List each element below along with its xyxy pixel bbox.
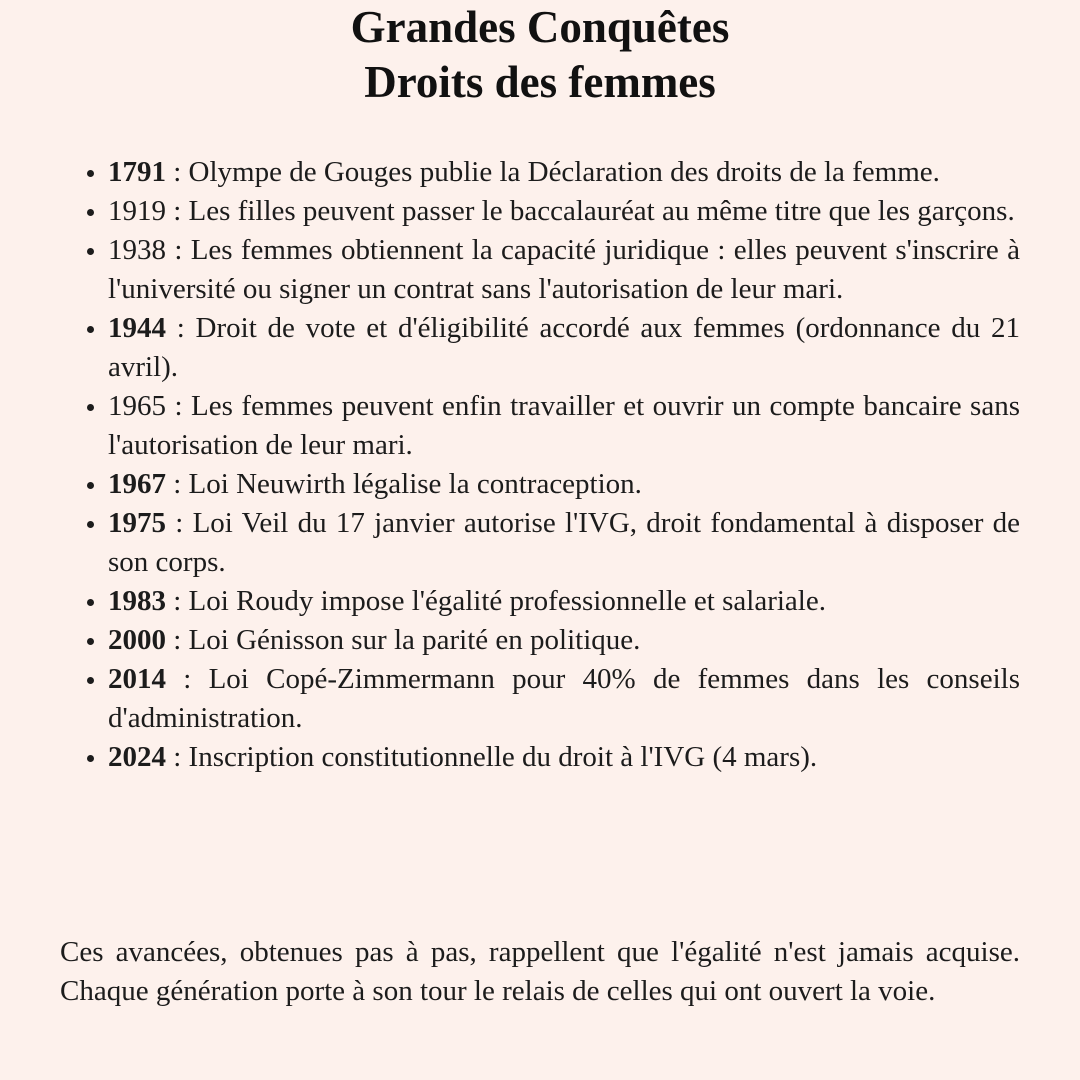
timeline-item (108, 309, 1020, 387)
timeline-text: : Droit de vote et d'éligibilité accordé aux femmes (ordonnance du 21 avril). (108, 312, 1020, 383)
timeline-item (108, 738, 1020, 777)
timeline-text: : Les filles peuvent passer le baccalauréat au même titre que les garçons. (166, 195, 1015, 227)
timeline-item (108, 231, 1020, 309)
title-line-2: Droits des femmes (364, 57, 716, 107)
timeline-year: 1967 (108, 468, 166, 500)
timeline-year: 1975 (108, 507, 166, 539)
timeline-text: : Loi Roudy impose l'égalité professionnelle et salariale. (166, 585, 826, 617)
timeline-text: : Les femmes obtiennent la capacité juridique : elles peuvent s'inscrire à l'université ou signer un contrat sans l'autorisation de leur mari. (108, 234, 1020, 305)
timeline-text: : Olympe de Gouges publie la Déclaration des droits de la femme. (166, 156, 940, 188)
timeline-year: 1938 (108, 234, 166, 266)
timeline-text: : Loi Neuwirth légalise la contraception. (166, 468, 642, 500)
timeline-text: : Loi Copé-Zimmermann pour 40% de femmes dans les conseils d'administration. (108, 663, 1020, 734)
timeline-year: 2014 (108, 663, 166, 695)
timeline-text: : Loi Génisson sur la parité en politique. (166, 624, 641, 656)
timeline-item (108, 660, 1020, 738)
timeline-item (108, 621, 1020, 660)
timeline-year: 1791 (108, 156, 166, 188)
timeline-year: 1919 (108, 195, 166, 227)
timeline-text: : Loi Veil du 17 janvier autorise l'IVG, droit fondamental à disposer de son corps. (108, 507, 1020, 578)
timeline-year: 2000 (108, 624, 166, 656)
timeline-item (108, 504, 1020, 582)
title-line-1: Grandes Conquêtes (350, 2, 730, 52)
timeline-text: : Inscription constitutionnelle du droit à l'IVG (4 mars). (166, 741, 818, 773)
timeline-year: 2024 (108, 741, 166, 773)
timeline-item (108, 153, 1020, 192)
timeline-item (108, 465, 1020, 504)
timeline-item (108, 582, 1020, 621)
timeline-year: 1965 (108, 390, 166, 422)
page-title (0, 0, 1080, 110)
timeline-list (108, 153, 1020, 777)
timeline-item (108, 387, 1020, 465)
timeline-year: 1983 (108, 585, 166, 617)
timeline-item (108, 192, 1020, 231)
timeline-text: : Les femmes peuvent enfin travailler et ouvrir un compte bancaire sans l'autorisation de leur mari. (108, 390, 1020, 461)
conclusion-paragraph: Ces avancées, obtenues pas à pas, rappellent que l'égalité n'est jamais acquise. Chaque génération porte à son tour le relais de celles qui ont ouvert la voie. (60, 936, 1020, 1007)
timeline-year: 1944 (108, 312, 166, 344)
